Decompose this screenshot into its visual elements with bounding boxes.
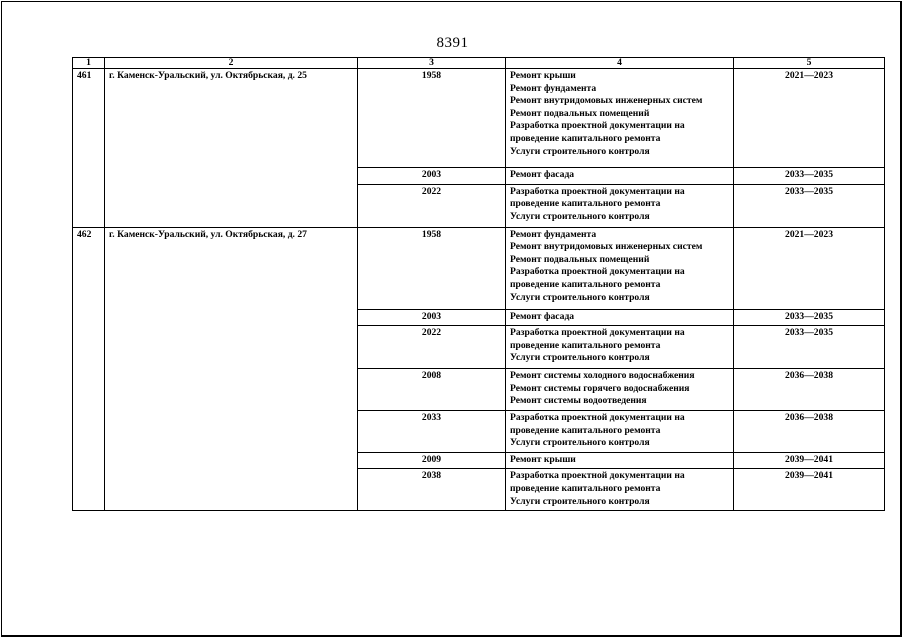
repair-period: 2036—2038 xyxy=(734,369,885,411)
repair-works xyxy=(506,452,734,469)
repair-period: 2021—2023 xyxy=(734,69,885,168)
repair-year: 1958 xyxy=(358,69,506,168)
work-item: проведение капитального ремонта xyxy=(510,424,661,436)
column-header-4: 4 xyxy=(506,58,734,69)
work-item: Ремонт внутридомовых инженерных систем xyxy=(510,95,703,107)
work-item: Ремонт фундамента xyxy=(510,228,597,240)
work-item: Услуги строительного контроля xyxy=(510,495,650,507)
work-item: Услуги строительного контроля xyxy=(510,352,650,364)
column-header-3: 3 xyxy=(358,58,506,69)
repair-year: 2008 xyxy=(358,369,506,411)
repair-works xyxy=(506,184,734,227)
work-item: Ремонт фасада xyxy=(510,310,575,322)
work-item: Разработка проектной документации на xyxy=(510,470,685,482)
repair-works xyxy=(506,168,734,185)
work-item: Услуги строительного контроля xyxy=(510,210,650,222)
work-item: проведение капитального ремонта xyxy=(510,482,661,494)
column-header-2: 2 xyxy=(105,58,358,69)
work-item: Ремонт системы холодного водоснабжения xyxy=(510,370,695,382)
repair-works xyxy=(506,410,734,452)
repair-period: 2039—2041 xyxy=(734,452,885,469)
work-item: Ремонт внутридомовых инженерных систем xyxy=(510,241,703,253)
work-item: Ремонт системы водоотведения xyxy=(510,395,647,407)
repair-year: 1958 xyxy=(358,227,506,309)
column-header-1: 1 xyxy=(73,58,105,69)
repair-period: 2021—2023 xyxy=(734,227,885,309)
repair-period: 2033—2035 xyxy=(734,326,885,369)
work-item: Ремонт крыши xyxy=(510,453,576,465)
repair-works xyxy=(506,469,734,511)
repair-year: 2009 xyxy=(358,452,506,469)
work-item: Разработка проектной документации на xyxy=(510,185,685,197)
work-item: Услуги строительного контроля xyxy=(510,145,650,157)
table-body xyxy=(73,69,885,511)
object-address: г. Каменск-Уральский, ул. Октябрьская, д. 27 xyxy=(105,227,358,511)
object-number: 461 xyxy=(73,69,105,228)
page-number: 8391 xyxy=(436,35,469,51)
work-item: Разработка проектной документации на xyxy=(510,266,685,278)
repair-year: 2038 xyxy=(358,469,506,511)
work-item: проведение капитального ремонта xyxy=(510,132,661,144)
repair-period: 2033—2035 xyxy=(734,184,885,227)
repair-period: 2033—2035 xyxy=(734,168,885,185)
work-item: Разработка проектной документации на xyxy=(510,327,685,339)
repair-period: 2036—2038 xyxy=(734,410,885,452)
work-item: Услуги строительного контроля xyxy=(510,291,650,303)
work-item: проведение капитального ремонта xyxy=(510,198,661,210)
repair-period: 2039—2041 xyxy=(734,469,885,511)
repair-year: 2033 xyxy=(358,410,506,452)
repair-works xyxy=(506,309,734,326)
column-header-5: 5 xyxy=(734,58,885,69)
repair-year: 2022 xyxy=(358,326,506,369)
work-item: Ремонт системы горячего водоснабжения xyxy=(510,382,690,394)
object-number: 462 xyxy=(73,227,105,511)
work-item: Ремонт фундамента xyxy=(510,82,597,94)
repair-period: 2033—2035 xyxy=(734,309,885,326)
work-item: Ремонт крыши xyxy=(510,70,576,81)
work-item: Услуги строительного контроля xyxy=(510,437,650,449)
repair-works xyxy=(506,326,734,369)
table-row xyxy=(73,69,885,168)
work-item: Ремонт подвальных помещений xyxy=(510,253,650,265)
work-item: проведение капитального ремонта xyxy=(510,278,661,290)
capital-repair-table xyxy=(72,57,885,511)
table-row xyxy=(73,227,885,309)
repair-works xyxy=(506,69,734,168)
repair-works xyxy=(506,369,734,411)
object-address: г. Каменск-Уральский, ул. Октябрьская, д. 25 xyxy=(105,69,358,228)
repair-year: 2022 xyxy=(358,184,506,227)
repair-year: 2003 xyxy=(358,168,506,185)
work-item: проведение капитального ремонта xyxy=(510,339,661,351)
work-item: Ремонт подвальных помещений xyxy=(510,107,650,119)
header-row xyxy=(73,58,885,69)
repair-works xyxy=(506,227,734,309)
repair-year: 2003 xyxy=(358,309,506,326)
work-item: Ремонт фасада xyxy=(510,169,575,180)
work-item: Разработка проектной документации на xyxy=(510,411,685,423)
work-item: Разработка проектной документации на xyxy=(510,120,685,132)
